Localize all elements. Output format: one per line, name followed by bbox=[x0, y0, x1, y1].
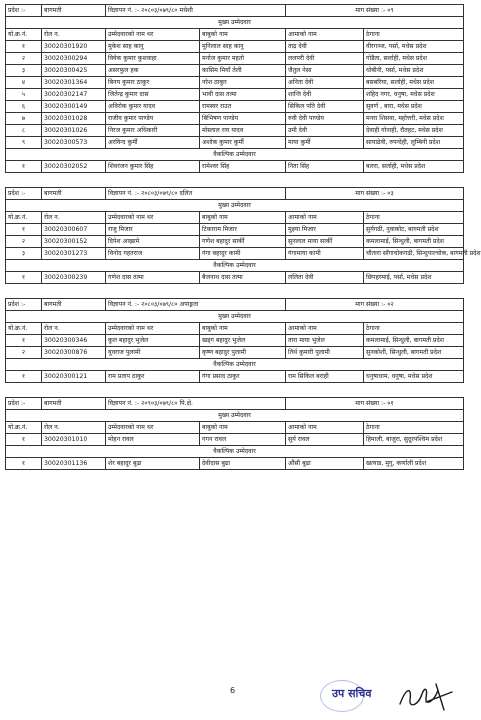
table-row bbox=[6, 458, 464, 470]
cell-roll-number: 30020301136 bbox=[42, 458, 106, 470]
main-candidate-label: मुख्य उम्मेदवार bbox=[6, 17, 464, 29]
cell-father-name: कासिम मियाँ तेली bbox=[200, 65, 286, 77]
table-row bbox=[6, 335, 464, 347]
col-header-mother: आमाको नाम bbox=[286, 29, 364, 41]
col-header-serial: यो.क्र.नं. bbox=[6, 212, 42, 224]
table-row bbox=[6, 137, 464, 149]
cell-candidate-name: अविरोक कुमार यादव bbox=[106, 101, 200, 113]
cell-candidate-name: अरविन्द कुर्मी bbox=[106, 137, 200, 149]
cell-mother-name: शान्ति देवी bbox=[286, 89, 364, 101]
alt-rows bbox=[6, 458, 464, 470]
col-header-address: ठेगाना bbox=[364, 29, 464, 41]
cell-roll-number: 30020301026 bbox=[42, 125, 106, 137]
cell-mother-name: ताद्र देवी bbox=[286, 41, 364, 53]
cell-candidate-name: दिपेश आख्रामे bbox=[106, 236, 200, 248]
cell-serial: ३ bbox=[6, 248, 42, 260]
cell-roll-number: 30020300425 bbox=[42, 65, 106, 77]
column-header-row bbox=[6, 323, 464, 335]
cell-address: छिपहरमाई, पर्सा, मधेस प्रदेश bbox=[364, 272, 464, 284]
cell-address: हिमाली, बाजुरा, सुदूरपश्चिम प्रदेश bbox=[364, 434, 464, 446]
vigyapan-number: विज्ञापन नं. :- २०९०३/०७९/८० पि.क्षे. bbox=[106, 398, 286, 410]
table-row bbox=[6, 272, 464, 284]
page-number: 6 bbox=[230, 686, 236, 695]
cell-father-name: खड्ग बहादुर भुजेल bbox=[200, 335, 286, 347]
maag-sankhya: माग संख्या :- ०९ bbox=[286, 5, 464, 17]
cell-candidate-name: मोहन रावल bbox=[106, 434, 200, 446]
cell-roll-number: 30020300346 bbox=[42, 335, 106, 347]
cell-mother-name: अनिता देवी bbox=[286, 77, 364, 89]
cell-father-name: देवीदास बुढा bbox=[200, 458, 286, 470]
alt-candidate-label: वैकल्पिक उम्मेदवार bbox=[6, 446, 464, 458]
cell-mother-name: औंसी बुढा bbox=[286, 458, 364, 470]
cell-mother-name: तारा माया भुजेल bbox=[286, 335, 364, 347]
table-row bbox=[6, 53, 464, 65]
table-row bbox=[6, 434, 464, 446]
block-b1 bbox=[5, 4, 464, 173]
cell-address: खत्याड, मुगु, कर्णाली प्रदेश bbox=[364, 458, 464, 470]
maag-sankhya: माग संख्या :- ०३ bbox=[286, 188, 464, 200]
cell-address: धोबीनी, पर्सा, मधेस प्रदेश bbox=[364, 65, 464, 77]
pradesh-value: बागमती bbox=[42, 299, 106, 311]
col-header-roll: रोल न. bbox=[42, 29, 106, 41]
cell-father-name: मोस्लाल राय यादव bbox=[200, 125, 286, 137]
cell-candidate-name: मुकेश साह कानु bbox=[106, 41, 200, 53]
col-header-name: उम्मेदवारको नाम थर bbox=[106, 422, 200, 434]
cell-serial: १ bbox=[6, 458, 42, 470]
cell-mother-name: उमी देवी bbox=[286, 125, 364, 137]
pradesh-label: प्रदेश :- bbox=[6, 188, 42, 200]
col-header-serial: यो.क्र.नं. bbox=[6, 323, 42, 335]
table-row bbox=[6, 224, 464, 236]
col-header-serial: यो.क्र.नं. bbox=[6, 422, 42, 434]
cell-roll-number: 30020301028 bbox=[42, 113, 106, 125]
cell-father-name: कृष्ण बहादुर पुलामी bbox=[200, 347, 286, 359]
cell-candidate-name: कुल बहादुर भुजेल bbox=[106, 335, 200, 347]
cell-father-name: मुनिलाल साह कानु bbox=[200, 41, 286, 53]
table-row bbox=[6, 371, 464, 383]
cell-address: कमलामाई, सिन्धुली, बागमती प्रदेश bbox=[364, 335, 464, 347]
table-row bbox=[6, 65, 464, 77]
cell-serial: १ bbox=[6, 434, 42, 446]
alt-candidate-label: वैकल्पिक उम्मेदवार bbox=[6, 149, 464, 161]
cell-serial: १ bbox=[6, 224, 42, 236]
col-header-mother: आमाको नाम bbox=[286, 422, 364, 434]
cell-father-name: गंगा बहादुर कामी bbox=[200, 248, 286, 260]
column-header-row bbox=[6, 212, 464, 224]
table-row bbox=[6, 41, 464, 53]
table-row bbox=[6, 161, 464, 173]
cell-address: शहिद नगर, धनुषा, मधेस प्रदेश bbox=[364, 89, 464, 101]
table-row bbox=[6, 236, 464, 248]
cell-roll-number: 30020300152 bbox=[42, 236, 106, 248]
cell-mother-name: जैतुल नेसा bbox=[286, 65, 364, 77]
table-row bbox=[6, 347, 464, 359]
col-header-mother: आमाको नाम bbox=[286, 212, 364, 224]
cell-serial: १ bbox=[6, 335, 42, 347]
cell-address: वीरगञ्ज, पर्सा, मधेस प्रदेश bbox=[364, 41, 464, 53]
cell-candidate-name: असरफुल हक bbox=[106, 65, 200, 77]
cell-roll-number: 30020301010 bbox=[42, 434, 106, 446]
cell-mother-name: ललपरी देवी bbox=[286, 53, 364, 65]
cell-roll-number: 30020300607 bbox=[42, 224, 106, 236]
pradesh-label: प्रदेश :- bbox=[6, 398, 42, 410]
block-header-row bbox=[6, 188, 464, 200]
cell-serial: १ bbox=[6, 272, 42, 284]
col-header-father: बाबुको नाम bbox=[200, 422, 286, 434]
block-b3 bbox=[5, 298, 464, 383]
table-row bbox=[6, 125, 464, 137]
cell-address: धनुषाधाम, धनुषा, मधेस प्रदेश bbox=[364, 371, 464, 383]
page-footer bbox=[0, 680, 468, 720]
cell-roll-number: 30020302147 bbox=[42, 89, 106, 101]
cell-candidate-name: शिवरंजन कुमार सिंह bbox=[106, 161, 200, 173]
cell-mother-name: मुइया मिजार bbox=[286, 224, 364, 236]
cell-roll-number: 30020301920 bbox=[42, 41, 106, 53]
main-candidate-label: मुख्य उम्मेदवार bbox=[6, 410, 464, 422]
col-header-father: बाबुको नाम bbox=[200, 29, 286, 41]
cell-address: बलरा, सर्लाही, मधेस प्रदेश bbox=[364, 161, 464, 173]
cell-candidate-name: युवराज पुलामी bbox=[106, 347, 200, 359]
cell-father-name: टिकाराम मिजार bbox=[200, 224, 286, 236]
col-header-father: बाबुको नाम bbox=[200, 212, 286, 224]
table-row bbox=[6, 113, 464, 125]
main-rows bbox=[6, 41, 464, 149]
cell-candidate-name: निरज कुमार अधिकारी bbox=[106, 125, 200, 137]
vigyapan-number: विज्ञापन नं. :- २०८०३/०७९/८० अपाङ्गता bbox=[106, 299, 286, 311]
cell-serial: २ bbox=[6, 347, 42, 359]
cell-address: सुर्यगढी, नुवाकोट, बागमती प्रदेश bbox=[364, 224, 464, 236]
cell-serial: १ bbox=[6, 371, 42, 383]
col-header-mother: आमाको नाम bbox=[286, 323, 364, 335]
pradesh-value: बागमती bbox=[42, 188, 106, 200]
cell-father-name: गणेश बहादुर सार्की bbox=[200, 236, 286, 248]
cell-serial: २ bbox=[6, 53, 42, 65]
cell-candidate-name: राम प्रताप ठाकुर bbox=[106, 371, 200, 383]
cell-mother-name: सुर्य रावल bbox=[286, 434, 364, 446]
cell-roll-number: 30020300294 bbox=[42, 53, 106, 65]
cell-mother-name: माया कुर्मी bbox=[286, 137, 364, 149]
col-header-father: बाबुको नाम bbox=[200, 323, 286, 335]
cell-roll-number: 30020302052 bbox=[42, 161, 106, 173]
cell-roll-number: 30020300573 bbox=[42, 137, 106, 149]
col-header-roll: रोल न. bbox=[42, 323, 106, 335]
table-row bbox=[6, 101, 464, 113]
block-b4 bbox=[5, 397, 464, 470]
cell-serial: ८ bbox=[6, 125, 42, 137]
maag-sankhya: माग संख्या :- ०१ bbox=[286, 398, 464, 410]
cell-address: चौतारा साँगाचोकगढी, सिन्धुपाल्चोक, बागमती प्रदेश bbox=[364, 248, 464, 260]
cell-address: सायाढेवी, रुपन्देही, लुम्बिनी प्रदेश bbox=[364, 137, 464, 149]
cell-mother-name: रुवी देवी पाण्डेय bbox=[286, 113, 364, 125]
col-header-address: ठेगाना bbox=[364, 212, 464, 224]
cell-mother-name: निता सिंह bbox=[286, 161, 364, 173]
block-b2 bbox=[5, 187, 481, 284]
cell-father-name: बिभिषण पाण्डेय bbox=[200, 113, 286, 125]
cell-mother-name: गंगामाया कामी bbox=[286, 248, 364, 260]
cell-candidate-name: शेर बहादुर बुढा bbox=[106, 458, 200, 470]
vigyapan-number: विज्ञापन नं. :- २०८०३/०७९/८० मधेशी bbox=[106, 5, 286, 17]
cell-candidate-name: गणेश दास तत्मा bbox=[106, 272, 200, 284]
col-header-serial: यो.क्र.नं. bbox=[6, 29, 42, 41]
cell-mother-name: ललिता देवी bbox=[286, 272, 364, 284]
cell-father-name: मनोज कुमार महतो bbox=[200, 53, 286, 65]
cell-serial: १ bbox=[6, 161, 42, 173]
main-rows bbox=[6, 434, 464, 446]
cell-roll-number: 30020300121 bbox=[42, 371, 106, 383]
cell-address: सुनकोशी, सिन्धुली, बागमती प्रदेश bbox=[364, 347, 464, 359]
cell-candidate-name: राजु मिजार bbox=[106, 224, 200, 236]
cell-address: सुवर्ण , बारा, मधेस प्रदेश bbox=[364, 101, 464, 113]
cell-father-name: रामस्वर राउत bbox=[200, 101, 286, 113]
signature-icon bbox=[396, 680, 456, 714]
cell-father-name: बैजनाथ दास तत्मा bbox=[200, 272, 286, 284]
cell-candidate-name: विनोद गहतराज bbox=[106, 248, 200, 260]
table-row bbox=[6, 89, 464, 101]
cell-mother-name: तिर्थ कुमारी पुलामी bbox=[286, 347, 364, 359]
column-header-row bbox=[6, 422, 464, 434]
cell-serial: ७ bbox=[6, 113, 42, 125]
alt-rows bbox=[6, 371, 464, 383]
alt-rows bbox=[6, 272, 464, 284]
column-header-row bbox=[6, 29, 464, 41]
pradesh-label: प्रदेश :- bbox=[6, 299, 42, 311]
block-header-row bbox=[6, 398, 464, 410]
vigyapan-number: विज्ञापन नं. :- २०८०३/०७९/८० दलित bbox=[106, 188, 286, 200]
document-page bbox=[5, 4, 481, 470]
cell-serial: ५ bbox=[6, 89, 42, 101]
main-candidate-label: मुख्य उम्मेदवार bbox=[6, 311, 464, 323]
cell-address: बसबरिया, सर्लाही, मधेस प्रदेश bbox=[364, 77, 464, 89]
cell-father-name: गगन रावल bbox=[200, 434, 286, 446]
signature-designation: उप सचिव bbox=[332, 687, 372, 700]
cell-father-name: नरेश ठाकुर bbox=[200, 77, 286, 89]
block-header-row bbox=[6, 299, 464, 311]
main-rows bbox=[6, 224, 481, 260]
cell-serial: ४ bbox=[6, 77, 42, 89]
cell-serial: ६ bbox=[6, 101, 42, 113]
alt-candidate-label: वैकल्पिक उम्मेदवार bbox=[6, 359, 464, 371]
col-header-roll: रोल न. bbox=[42, 422, 106, 434]
cell-father-name: भावी दास तत्मा bbox=[200, 89, 286, 101]
col-header-address: ठेगाना bbox=[364, 323, 464, 335]
maag-sankhya: माग संख्या :- ०२ bbox=[286, 299, 464, 311]
cell-serial: १ bbox=[6, 41, 42, 53]
cell-mother-name: सिकिल पति देवी bbox=[286, 101, 364, 113]
cell-candidate-name: बिनय कुमार ठाकुर bbox=[106, 77, 200, 89]
cell-serial: ३ bbox=[6, 65, 42, 77]
cell-roll-number: 30020300149 bbox=[42, 101, 106, 113]
col-header-roll: रोल न. bbox=[42, 212, 106, 224]
pradesh-label: प्रदेश :- bbox=[6, 5, 42, 17]
cell-address: देवाही गोनाही, रौतहट, मधेस प्रदेश bbox=[364, 125, 464, 137]
cell-candidate-name: जितेन्द्र कुमार दास bbox=[106, 89, 200, 101]
col-header-name: उम्मेदवारको नाम थर bbox=[106, 212, 200, 224]
col-header-name: उम्मेदवारको नाम थर bbox=[106, 29, 200, 41]
cell-mother-name: राम सिकिल बराही bbox=[286, 371, 364, 383]
cell-serial: २ bbox=[6, 236, 42, 248]
alt-candidate-label: वैकल्पिक उम्मेदवार bbox=[6, 260, 464, 272]
cell-father-name: गंगा प्रसाद ठाकुर bbox=[200, 371, 286, 383]
cell-father-name: अशोक कुमार कुर्मी bbox=[200, 137, 286, 149]
cell-address: मनरा शिसवा, महोत्तरी, मधेस प्रदेश bbox=[364, 113, 464, 125]
alt-rows bbox=[6, 161, 464, 173]
table-row bbox=[6, 77, 464, 89]
cell-address: कमलामाई, सिन्धुली, बागमती प्रदेश bbox=[364, 236, 464, 248]
col-header-name: उम्मेदवारको नाम थर bbox=[106, 323, 200, 335]
cell-roll-number: 30020300876 bbox=[42, 347, 106, 359]
cell-candidate-name: राजीव कुमार पाण्डेय bbox=[106, 113, 200, 125]
cell-candidate-name: विवेक कुमार कुशवाहा bbox=[106, 53, 200, 65]
cell-mother-name: सुनलाल माया सार्की bbox=[286, 236, 364, 248]
cell-address: गोडैता, सर्लाही, मधेस प्रदेश bbox=[364, 53, 464, 65]
table-row bbox=[6, 248, 464, 260]
main-candidate-label: मुख्य उम्मेदवार bbox=[6, 200, 464, 212]
pradesh-value: बागमती bbox=[42, 5, 106, 17]
block-header-row bbox=[6, 5, 464, 17]
cell-roll-number: 30020301273 bbox=[42, 248, 106, 260]
cell-father-name: रामेश्वर सिंह bbox=[200, 161, 286, 173]
cell-roll-number: 30020300239 bbox=[42, 272, 106, 284]
col-header-address: ठेगाना bbox=[364, 422, 464, 434]
pradesh-value: बागमती bbox=[42, 398, 106, 410]
cell-roll-number: 30020301364 bbox=[42, 77, 106, 89]
cell-serial: ९ bbox=[6, 137, 42, 149]
main-rows bbox=[6, 335, 464, 359]
